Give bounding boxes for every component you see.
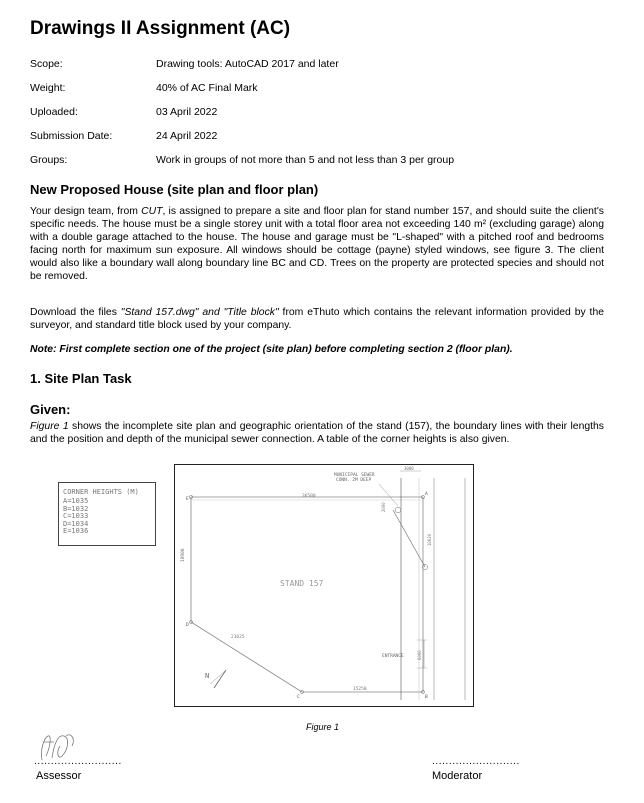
intro-paragraph: [30, 205, 604, 283]
sewer-label: MUNICIPAL SEWER: [334, 473, 375, 478]
meta-label: Uploaded:: [30, 106, 78, 118]
corner-label-c: C: [297, 695, 300, 700]
dimension-label: 2000: [381, 502, 386, 512]
file-names: "Stand 157.dwg" and "Title block": [120, 307, 279, 318]
north-label: N: [205, 672, 210, 680]
text-run: from eThuto which contains the relevant information provided by the surveyor, and standard title block used by your company.: [30, 307, 605, 331]
text-run: Your design team, from: [30, 206, 142, 217]
figure-reference: Figure 1: [30, 421, 69, 432]
entrance-label: ENTRANCE: [382, 654, 404, 659]
text-run-italic: CUT: [141, 206, 163, 217]
dimension-label: 21625: [231, 635, 245, 640]
corner-label-d: D: [186, 623, 189, 628]
moderator-label: Moderator: [432, 770, 483, 782]
dimension-label: 6000: [417, 650, 422, 660]
corner-label-a: A: [425, 492, 428, 497]
figure-caption: Figure 1: [306, 722, 340, 732]
corner-heights-title: CORNER HEIGHTS (M): [63, 488, 139, 496]
corner-label-b: B: [425, 695, 428, 700]
page-title: Drawings II Assignment (AC): [30, 18, 291, 39]
task-heading: 1. Site Plan Task: [30, 371, 132, 386]
meta-label: Groups:: [30, 154, 68, 166]
corner-height-row: B=1032: [63, 504, 89, 513]
meta-value: 40% of AC Final Mark: [156, 82, 258, 94]
dimension-label: 3000: [404, 466, 414, 471]
corner-label-e: E: [186, 497, 189, 502]
sewer-label: CONN. 2M DEEP: [336, 478, 372, 483]
corner-height-row: D=1034: [63, 519, 89, 528]
stand-boundary: [191, 497, 423, 692]
dimension-label: 18900: [181, 548, 186, 562]
given-paragraph: [30, 420, 604, 446]
dimension-label: 15250: [353, 687, 367, 692]
meta-label: Weight:: [30, 82, 66, 94]
corner-height-row: E=1036: [63, 527, 89, 535]
dimension-label: 36500: [302, 494, 316, 499]
assessor-signature-line: ..........................: [34, 756, 122, 767]
site-plan-drawing: [174, 464, 474, 707]
corner-heights-table: [58, 482, 156, 546]
assessor-label: Assessor: [36, 770, 82, 782]
drawing-frame: [175, 465, 474, 707]
text-run: , is assigned to prepare a site and floor plan for stand number 157, and should suite the client's specific needs. The house must be a single storey unit with a total floor area not exceeding 140 m² (excluding garage) along with a double garage attached to the house. The house and garage must be "L-shaped" with a pitched roof and bedrooms facing north for maximum sun exposure. All windows should be cottage (payne) styled windows, see figure 3. The client would also like a boundary wall along boundary line BC and CD. Trees on the property are protected species and should not be removed.: [30, 206, 604, 282]
text-run: shows the incomplete site plan and geographic orientation of the stand (157), the boundary lines with their lengths and the position and depth of the municipal sewer connection. A table of the corner heights is also given.: [30, 421, 604, 445]
section-heading: New Proposed House (site plan and floor plan): [30, 182, 319, 197]
stand-label: STAND 157: [280, 579, 324, 588]
meta-value: 03 April 2022: [156, 106, 218, 118]
download-paragraph: [30, 306, 604, 332]
sewer-manhole: [395, 507, 401, 513]
meta-label: Submission Date:: [30, 130, 113, 142]
note-text: Note: First complete section one of the project (site plan) before completing section 2 (floor plan).: [30, 344, 513, 355]
corner-height-row: A=1035: [63, 497, 89, 505]
dimension-label: 10620: [427, 533, 432, 546]
moderator-signature-line: ..........................: [432, 756, 520, 767]
text-run: Download the files: [30, 307, 121, 318]
meta-label: Scope:: [30, 58, 63, 70]
corner-height-row: C=1033: [63, 512, 89, 520]
meta-value: Drawing tools: AutoCAD 2017 and later: [156, 58, 339, 70]
sewer-line: [393, 510, 425, 567]
meta-value: 24 April 2022: [156, 130, 218, 142]
given-heading: Given:: [30, 402, 71, 417]
meta-value: Work in groups of not more than 5 and not less than 3 per group: [156, 154, 455, 166]
